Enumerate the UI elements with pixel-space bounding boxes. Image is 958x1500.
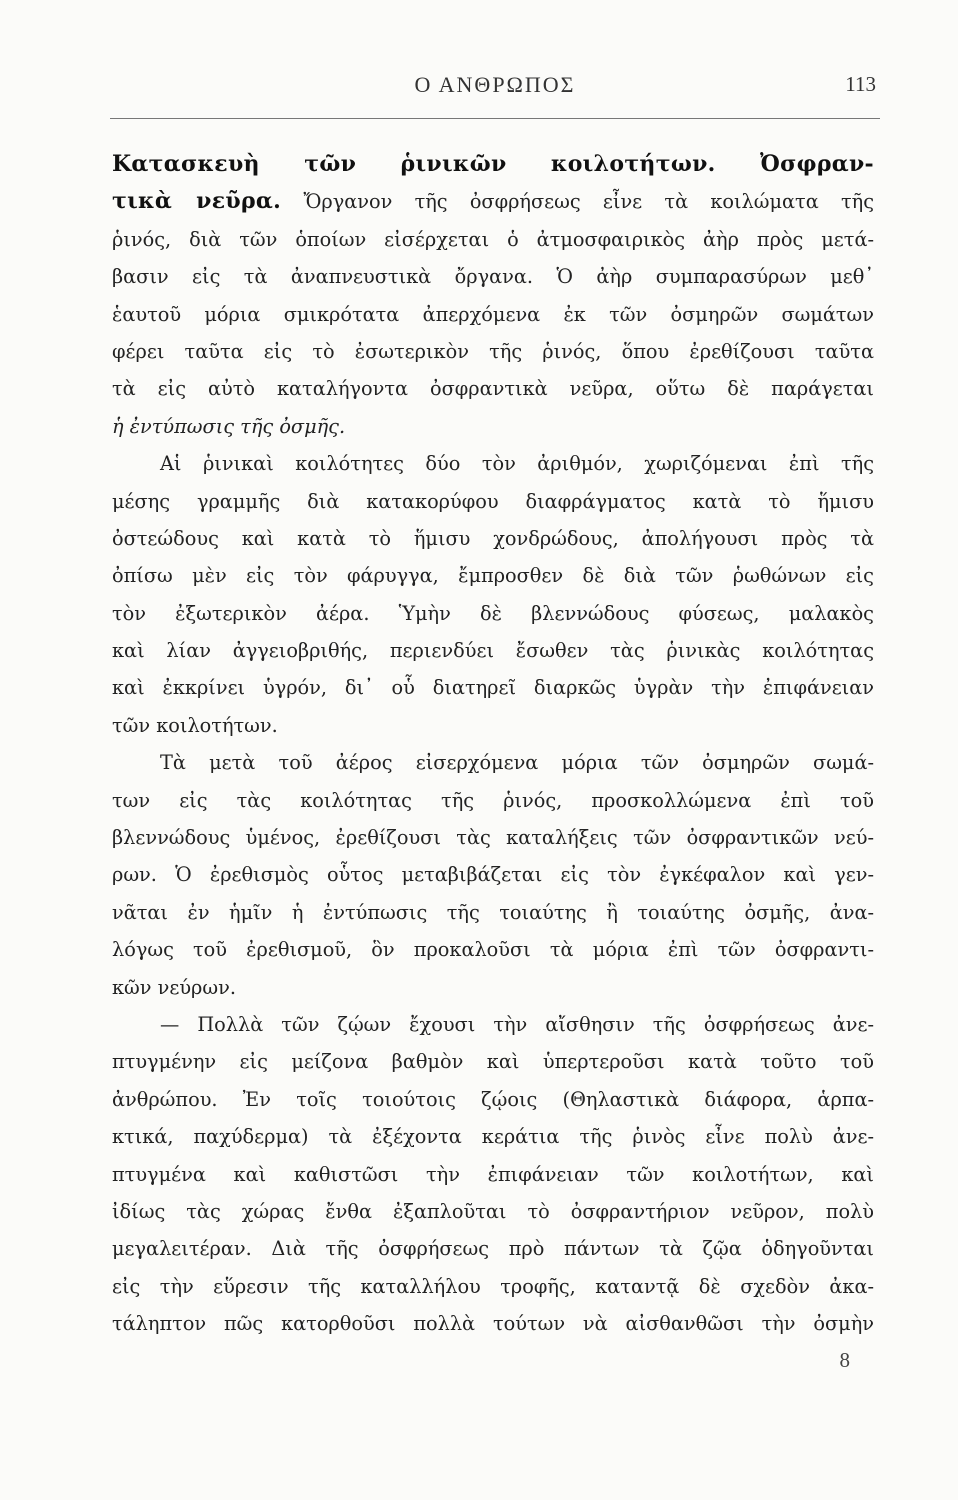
paragraph-4-line: ἀνθρώπου. Ἐν τοῖς τοιούτοις ζῴοις (Θηλαστικὰ διάφορα, ἁρπα- [112, 1087, 874, 1111]
paragraph-4-line: εἰς τὴν εὕρεσιν τῆς καταλλήλου τροφῆς, καταντᾷ δὲ σχεδὸν ἀκα- [112, 1274, 874, 1298]
paragraph-2-line: καὶ λίαν ἀγγειοβριθής, περιενδύει ἔσωθεν τὰς ῥινικὰς κοιλότητας [112, 639, 874, 663]
paragraph-1-line: βασιν εἰς τὰ ἀναπνευστικὰ ὄργανα. Ὁ ἀὴρ συμπαρασύρων μεθ᾽ [112, 265, 874, 289]
paragraph-1-line: ἑαυτοῦ μόρια σμικρότατα ἀπερχόμενα ἐκ τῶν ὀσμηρῶν σωμάτων [112, 302, 874, 326]
paragraph-2-line: ὀστεώδους καὶ κατὰ τὸ ἥμισυ χονδρώδους, ἀπολήγουσι πρὸς τὰ [112, 526, 874, 550]
signature-mark: 8 [839, 1348, 850, 1372]
paragraph-1-line: φέρει ταῦτα εἰς τὸ ἐσωτερικὸν τῆς ῥινός, ὅπου ἐρεθίζουσι ταῦτα [112, 339, 874, 363]
paragraph-1-line-1 [112, 183, 874, 220]
paragraph-4-line: — Πολλὰ τῶν ζῴων ἔχουσι τὴν αἴσθησιν τῆς ὀσφρήσεως ἀνε- [160, 1012, 874, 1036]
section-heading: Κατασκευὴ τῶν ῥινικῶν κοιλοτήτων. Ὀσφραν- [112, 151, 874, 177]
paragraph-4-line: πτυγμένα καὶ καθιστῶσι τὴν ἐπιφάνειαν τῶν κοιλοτήτων, καὶ [112, 1162, 874, 1186]
paragraph-1-line: τὰ εἰς αὐτὸ καταλήγοντα ὀσφραντικὰ νεῦρα, οὕτω δὲ παράγεται [112, 377, 874, 401]
paragraph-2-line: τῶν κοιλοτήτων. [112, 713, 278, 737]
paragraph-1-text: Ὄργανον τῆς ὀσφρήσεως εἶνε τὰ κοιλώματα τῆς [281, 190, 874, 214]
paragraph-4-line: κτικά, παχύδερμα) τὰ ἐξέχοντα κεράτια τῆς ῥινὸς εἶνε πολὺ ἀνε- [112, 1125, 874, 1149]
paragraph-2-line: καὶ ἐκκρίνει ὑγρόν, δι᾽ οὗ διατηρεῖ διαρκῶς ὑγρὰν τὴν ἐπιφάνειαν [112, 676, 874, 700]
paragraph-3-line: ρων. Ὁ ἐρεθισμὸς οὗτος μεταβιβάζεται εἰς τὸν ἐγκέφαλον καὶ γεν- [112, 863, 874, 887]
paragraph-1-line: ῥινός, διὰ τῶν ὁποίων εἰσέρχεται ὁ ἀτμοσφαιρικὸς ἀὴρ πρὸς μετά- [112, 227, 874, 251]
paragraph-2-line: μέσης γραμμῆς διὰ κατακορύφου διαφράγματος κατὰ τὸ ἥμισυ [112, 489, 874, 513]
paragraph-3-line: κῶν νεύρων. [112, 975, 236, 999]
page-number: 113 [845, 72, 876, 96]
page-header [110, 72, 880, 106]
paragraph-1-line: ἡ ἐντύπωσις τῆς ὀσμῆς. [112, 414, 346, 438]
paragraph-4-line: ἰδίως τὰς χώρας ἔνθα ἐξαπλοῦται τὸ ὀσφραντήριον νεῦρον, πολὺ [112, 1199, 874, 1223]
paragraph-3-line: βλεννώδους ὑμένος, ἐρεθίζουσι τὰς καταλήξεις τῶν ὀσφραντικῶν νεύ- [112, 826, 874, 850]
paragraph-2-line: Αἱ ῥινικαὶ κοιλότητες δύο τὸν ἀριθμόν, χωριζόμεναι ἐπὶ τῆς [160, 452, 874, 476]
section-heading-continued: τικὰ νεῦρα. [112, 188, 282, 215]
paragraph-3-line: των εἰς τὰς κοιλότητας τῆς ῥινός, προσκολλώμενα ἐπὶ τοῦ [112, 788, 874, 812]
body-text [112, 146, 874, 1343]
paragraph-2-line: τὸν ἐξωτερικὸν ἀέρα. Ὑμὴν δὲ βλεννώδους φύσεως, μαλακὸς [112, 601, 874, 625]
paragraph-3-line: νᾶται ἐν ἡμῖν ἡ ἐντύπωσις τῆς τοιαύτης ἢ τοιαύτης ὀσμῆς, ἀνα- [112, 900, 874, 924]
paragraph-3-line: λόγως τοῦ ἐρεθισμοῦ, ὃν προκαλοῦσι τὰ μόρια ἐπὶ τῶν ὀσφραντι- [112, 938, 874, 962]
paragraph-3-line: Τὰ μετὰ τοῦ ἀέρος εἰσερχόμενα μόρια τῶν ὀσμηρῶν σωμά- [160, 751, 874, 775]
paragraph-2-line: ὀπίσω μὲν εἰς τὸν φάρυγγα, ἔμπροσθεν δὲ διὰ τῶν ῥωθώνων εἰς [112, 564, 874, 588]
paragraph-4-line: μεγαλειτέραν. Διὰ τῆς ὀσφρήσεως πρὸ πάντων τὰ ζῷα ὁδηγοῦνται [112, 1237, 874, 1261]
paragraph-4-line: πτυγμένην εἰς μείζονα βαθμὸν καὶ ὑπερτεροῦσι κατὰ τοῦτο τοῦ [112, 1050, 874, 1074]
paragraph-4-line: τάληπτον πῶς κατορθοῦσι πολλὰ τούτων νὰ αἰσθανθῶσι τὴν ὀσμὴν [112, 1312, 874, 1336]
header-rule [110, 118, 880, 119]
running-title: Ο ΑΝΘΡΩΠΟΣ [414, 72, 576, 97]
